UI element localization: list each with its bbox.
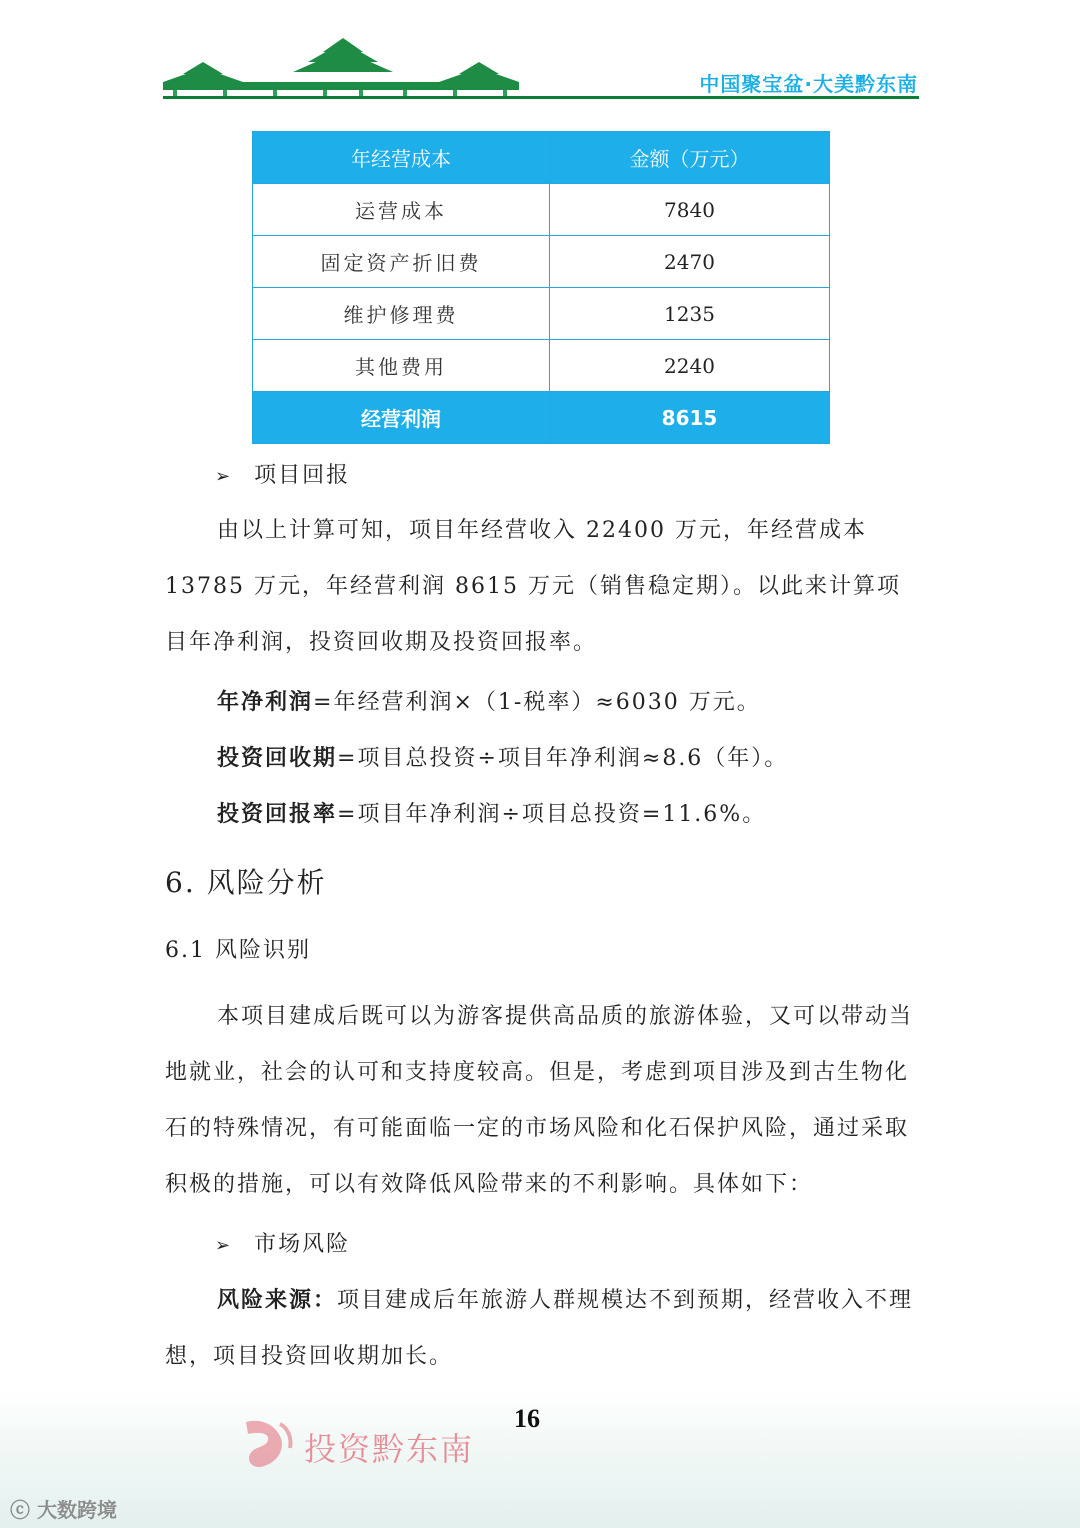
table-row [253,288,830,340]
table-row [253,340,830,392]
page-number: 16 [514,1404,540,1433]
footer-logo-text: 投资黔东南 [304,1430,475,1468]
bullet-market-risk [215,1227,350,1258]
table-header-item: 年经营成本 [253,132,550,184]
table-cell-amount: 7840 [550,184,830,236]
header-title: 中国聚宝盆·大美黔东南 [699,72,918,96]
footer-landscape-band [0,1390,1080,1528]
table-cell-amount: 1235 [550,288,830,340]
table-total-item: 经营利润 [253,392,550,444]
return-paragraph: 由以上计算可知，项目年经营收入 22400 万元，年经营成本 13785 万元，年经营利润 8615 万元（销售稳定期）。以此来计算项目年净利润，投资回收期及投资回报率。 [165,518,901,655]
bullet-label: 市场风险 [254,1232,351,1257]
table-total-row [253,392,830,444]
risk-source-label: 风险来源： [217,1287,338,1313]
bullet-label: 项目回报 [254,463,351,488]
risk-source-paragraph [165,1272,917,1385]
arrow-bullet-icon: ➢ [215,1235,233,1256]
cost-table [252,131,830,444]
table-cell-item: 运营成本 [253,184,550,236]
table-cell-item: 维护修理费 [253,288,550,340]
arrow-bullet-icon: ➢ [215,466,233,487]
formula-term: 年净利润 [217,689,314,715]
formula-term: 投资回报率 [217,801,338,827]
pavilion-bridge-illustration [163,38,519,98]
table-cell-item: 其他费用 [253,340,550,392]
table-header-amount: 金额（万元） [550,132,830,184]
risk-paragraph: 本项目建成后既可以为游客提供高品质的旅游体验，又可以带动当地就业，社会的认可和支持度较高。但是，考虑到项目涉及到古生物化石的特殊情况，有可能面临一定的市场风险和化石保护风险，通过采取积极的措施，可以有效降低风险带来的不利影响。具体如下： [165,1004,914,1197]
watermark [10,1494,117,1523]
table-total-amount: 8615 [550,392,830,444]
formula-return-rate [217,797,766,828]
subsection-heading: 6.1 风险识别 [165,938,311,963]
table-row [253,236,830,288]
watermark-icon: ⓒ [10,1498,37,1522]
table-cell-amount: 2240 [550,340,830,392]
watermark-text: 大数跨境 [36,1498,117,1522]
formula-expression: =项目总投资÷项目年净利润≈8.6（年）。 [337,746,789,771]
formula-expression: =年经营利润×（1-税率）≈6030 万元。 [313,690,761,715]
table-header-row [253,132,830,184]
table-row [253,184,830,236]
table-cell-item: 固定资产折旧费 [253,236,550,288]
risk-source-text: 项目建成后年旅游人群规模达不到预期，经营收入不理想，项目投资回收期加长。 [165,1288,914,1369]
formula-payback-period [217,741,788,772]
bullet-project-return [215,458,350,489]
table-cell-amount: 2470 [550,236,830,288]
formula-term: 投资回收期 [217,745,338,771]
formula-expression: =项目年净利润÷项目总投资=11.6%。 [337,802,767,827]
section-heading: 6. 风险分析 [165,866,327,899]
header-rule [163,96,919,99]
formula-net-profit [217,685,761,716]
